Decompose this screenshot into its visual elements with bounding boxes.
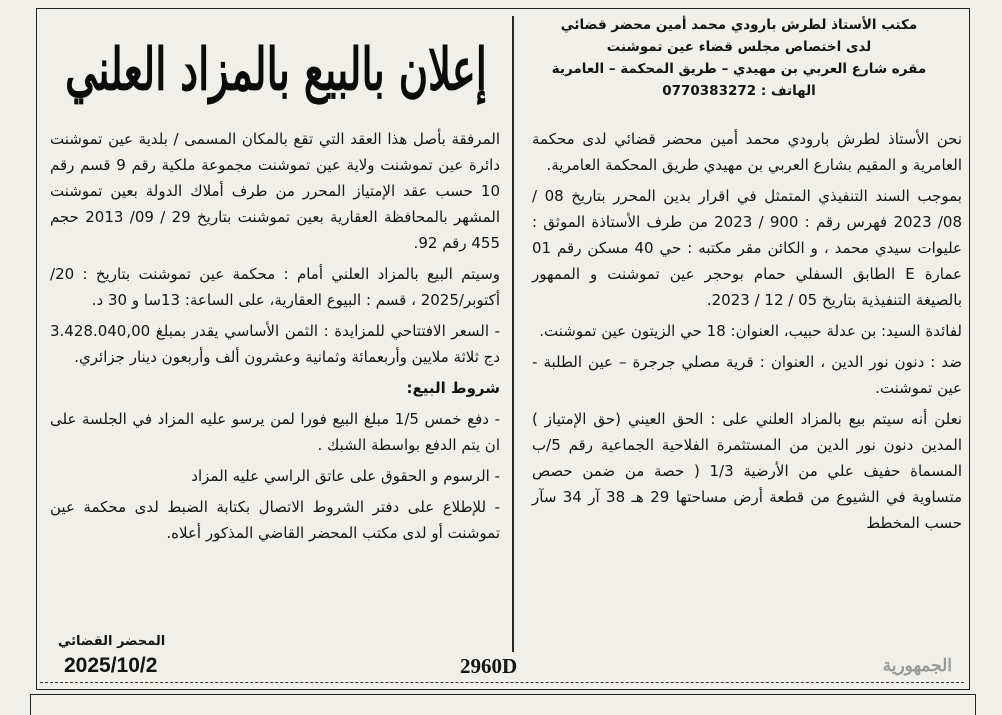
- paragraph-beneficiary: لفائدة السيد: بن عدلة حبيب، العنوان: 18 حي الزيتون عين تموشنت.: [539, 322, 962, 340]
- paragraph-executive-title: بموجب السند التنفيذي المتمثل في اقرار بدين المحرر بتاريخ 08 / 08/ 2023 فهرس رقم : 900 / 2023 من طرف الأستاذة الموثق : عليوات سيدي محمد ، و الكائن مقر مكتبه : حي 40 مسكن رقم 01 عمارة E الطابق السفلي حمام بوحجر عين تموشنت و الممهور بالصيغة التنفيذية بتاريخ 05 / 12 / 2023.: [532, 187, 963, 309]
- paragraph-sale-date: وسيتم البيع بالمزاد العلني أمام : محكمة عين تموشنت بتاريخ : 20/أكتوبر/2025 ، قسم : البيوع العقارية، على الساعة: 13سا و 30 د.: [50, 265, 500, 309]
- signature: المحضر القضائي: [58, 634, 166, 649]
- conditions-title: شروط البيع:: [406, 379, 500, 397]
- paragraph-opening-price: - السعر الافتتاحي للمزايدة : الثمن الأساسي يقدر بمبلغ 3.428.040,00 دج ثلاثة ملايين وأربعمائة وثمانية وعشرون ألف وأربعون دينار جزائري.: [50, 322, 500, 366]
- paragraph-debtor: ضد : دنون نور الدين ، العنوان : قرية مصلي جرجرة – عين الطلبة - عين تموشنت.: [532, 353, 962, 397]
- paragraph-property-location: المرفقة بأصل هذا العقد التي تقع بالمكان المسمى / بلدية عين تموشنت دائرة عين تموشنت ولاية عين تموشنت مجموعة ملكية رقم 9 قسم رقم 10 حسب عقد الإمتياز المحرر من طرف أملاك الدولة بعين تموشنت المشهر بالمحافظة العقارية بعين تموشنت بتاريخ 29 / 09/ 2013 حجم 455 رقم 92.: [50, 130, 501, 252]
- footer-dashed-line: [40, 682, 964, 683]
- paragraph-sale-object: نعلن أنه سيتم بيع بالمزاد العلني على : الحق العيني (حق الإمتياز ) المدين دنون نور الدين من المستثمرة الفلاحية الجماعية رقم 5/ب المسماة حفيف علي من الأرضية 1/3 ( حصة من ضمن حصص متساوية في الشيوع من قطعة أرض مساحتها 29 هـ 38 آر 34 سآر حسب المخطط: [532, 410, 963, 532]
- condition-fees: - الرسوم و الحقوق على عاتق الراسي عليه المزاد: [191, 467, 500, 485]
- right-column: [532, 126, 962, 541]
- auction-headline: إعلان بالبيع بالمزاد العلني: [65, 34, 487, 104]
- publisher-logo: الجمهورية: [882, 656, 952, 676]
- office-jurisdiction: لدى اختصاص مجلس قضاء عين تموشنت: [606, 39, 872, 55]
- condition-terms-book: - للإطلاع على دفتر الشروط الاتصال بكتابة الضبط لدى محكمة عين تموشنت أو لدى مكتب المحضر القاضي المذكور أعلاه.: [50, 498, 500, 542]
- office-phone: الهاتف : 0770383272: [662, 83, 816, 99]
- publication-date: 2025/10/2: [64, 654, 158, 677]
- footer: [40, 654, 964, 684]
- next-notice-frame: [30, 694, 976, 715]
- paragraph-bailiff-intro: نحن الأستاذ لطرش بارودي محمد أمين محضر قضائي لدى محكمة العامرية و المقيم بشارع العربي بن مهيدي طريق المحكمة العامرية.: [532, 130, 962, 174]
- column-divider: [512, 16, 514, 652]
- condition-payment: - دفع خمس 1/5 مبلغ البيع فورا لمن يرسو عليه المزاد في الجلسة على ان يتم الدفع بواسطة الشبك .: [50, 410, 500, 454]
- office-name: مكتب الأستاذ لطرش بارودي محمد أمين محضر قضائي: [560, 17, 918, 33]
- ad-code: 2960D: [460, 654, 518, 678]
- bailiff-office-header: [534, 14, 944, 102]
- left-column: [50, 126, 500, 551]
- office-address: مقره شارع العربي بن مهيدي – طريق المحكمة – العامرية: [551, 61, 927, 77]
